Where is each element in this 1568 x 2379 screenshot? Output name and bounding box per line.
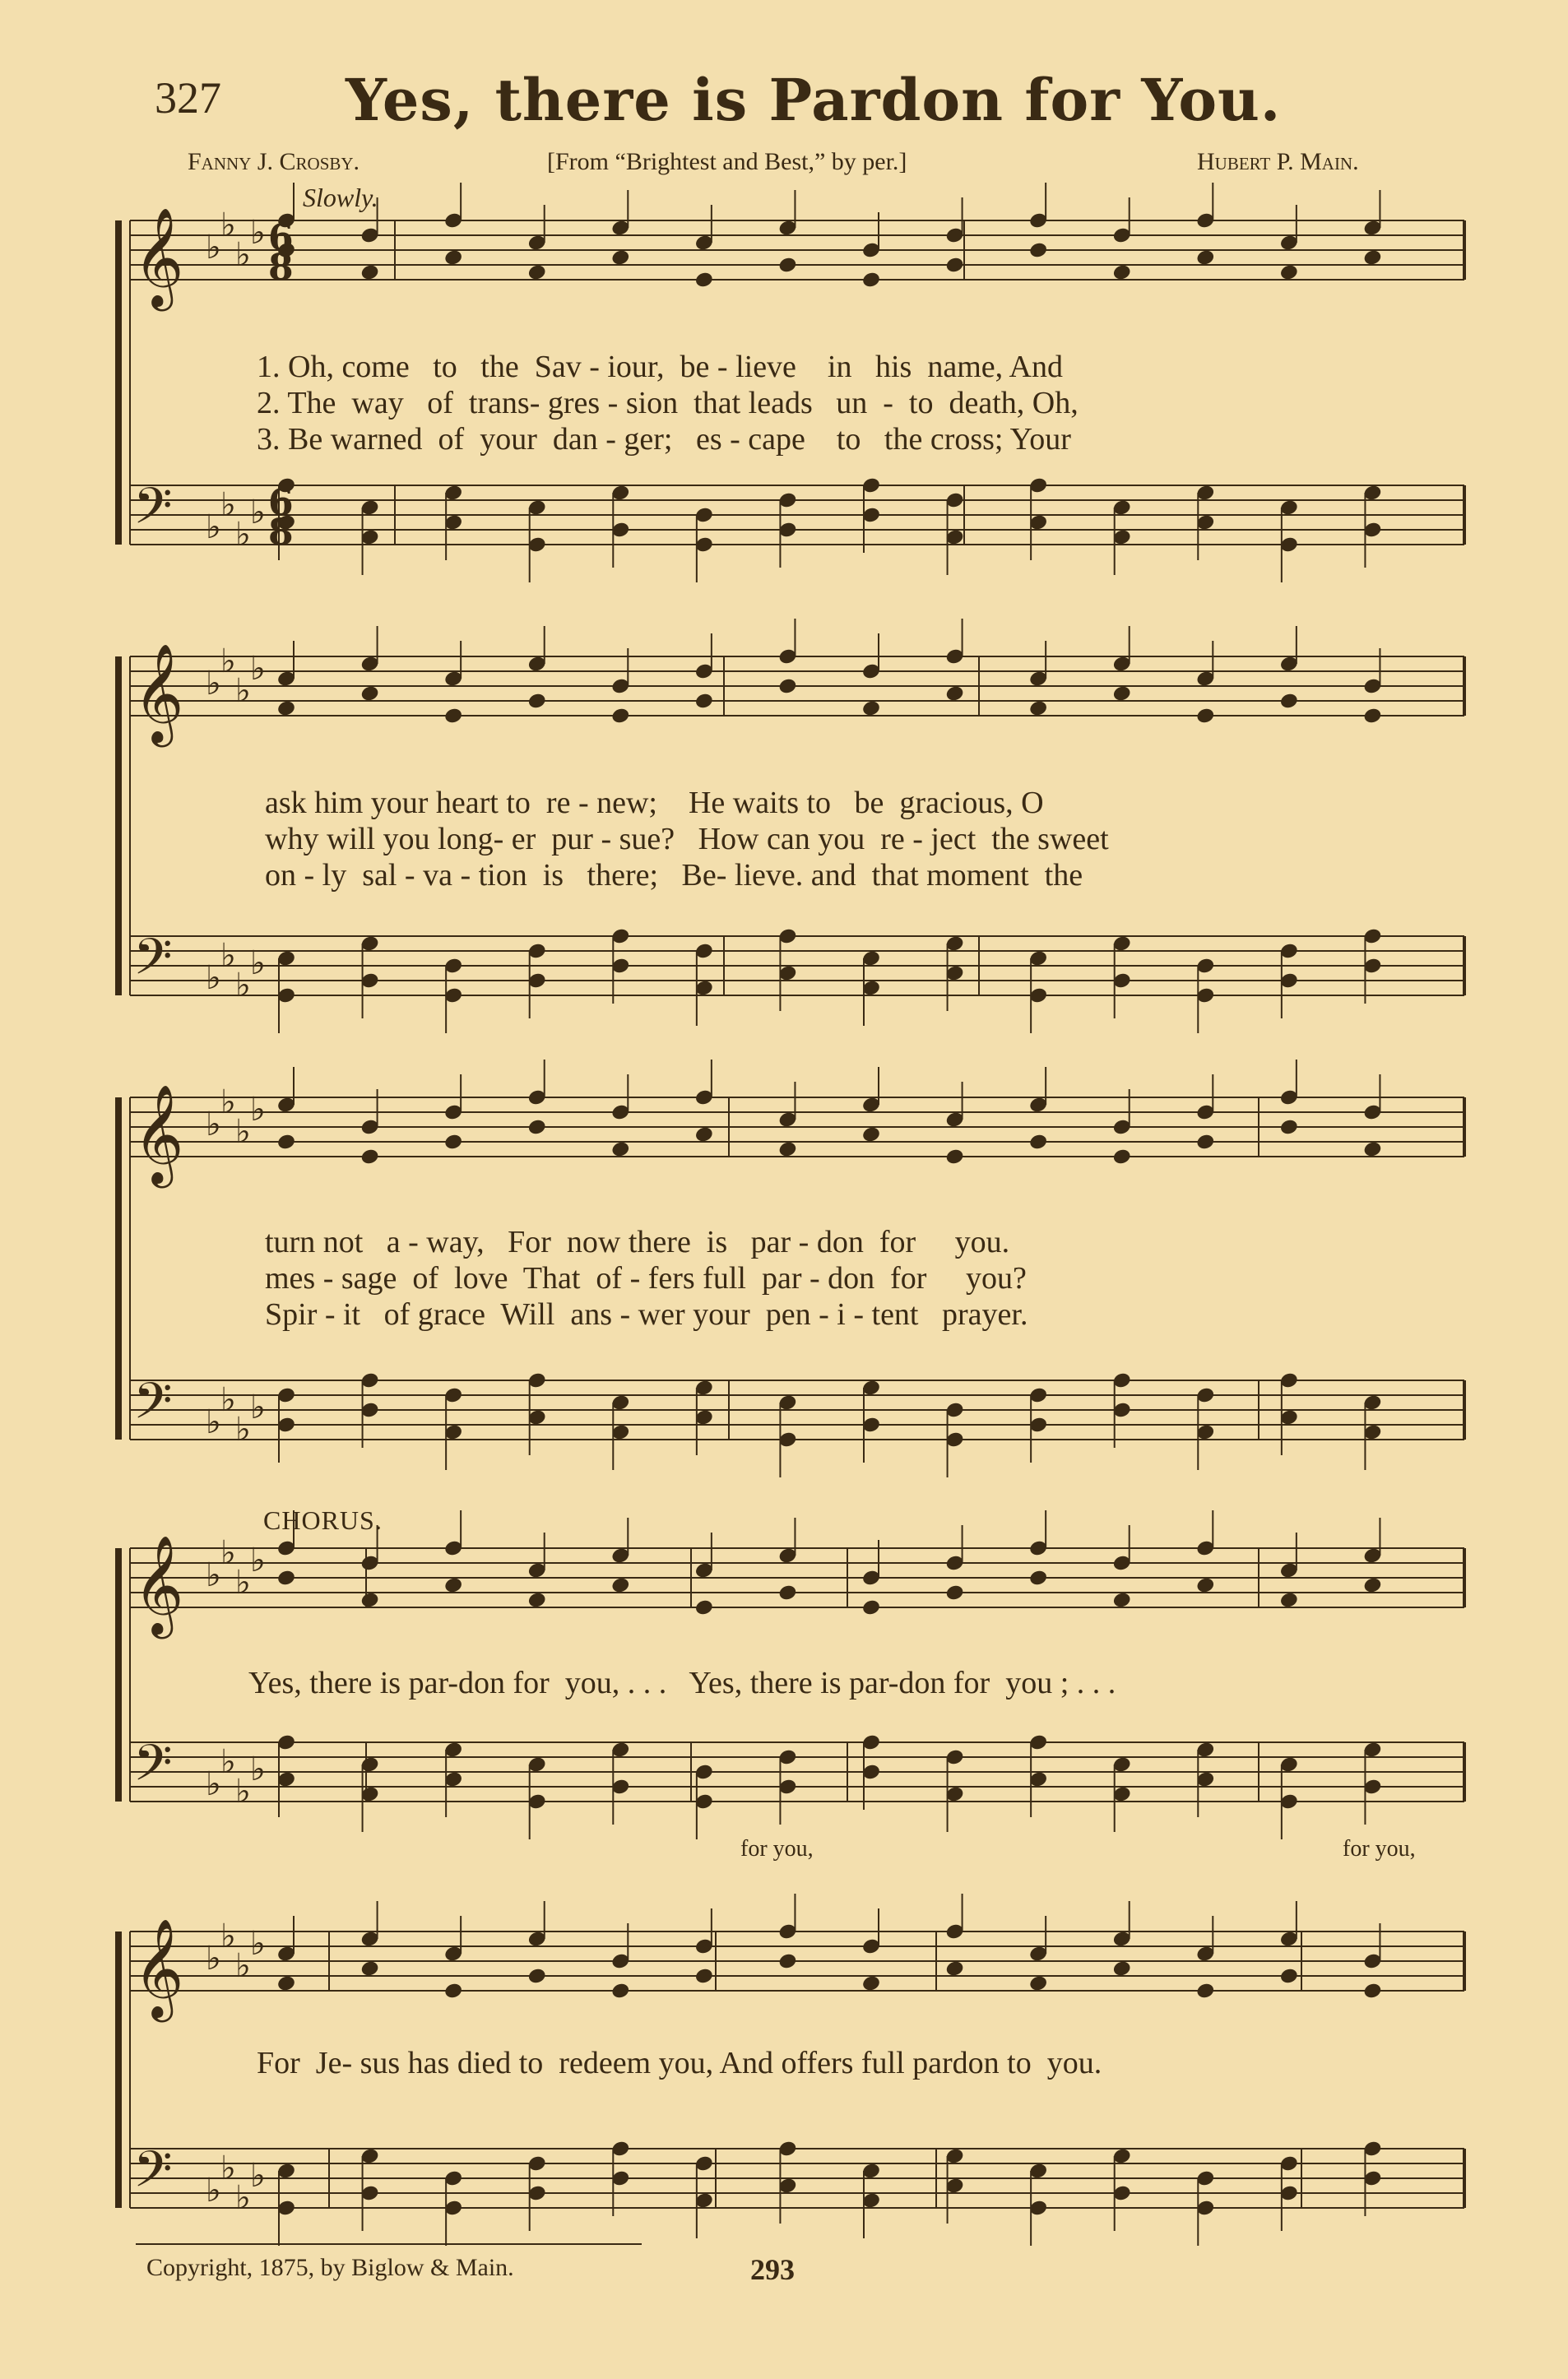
note-head [1112,1591,1132,1609]
note-head [276,1974,296,1992]
note-head [443,1982,463,2000]
flat-sign: ♭ [250,1091,266,1129]
note-head [1195,1133,1215,1151]
verse2-line2: why will you long- er pur - sue? How can you re - ject the sweet [265,822,1109,856]
source-credit: [From “Brightest and Best,” by per.] [547,148,907,175]
note-head [360,1591,379,1609]
flat-sign: ♭ [235,1773,251,1811]
bass-clef: 𝄢 [133,477,173,548]
note-head [1028,241,1048,259]
note-head [527,692,547,710]
flat-sign: ♭ [250,1389,266,1426]
flat-sign: ♭ [206,1765,221,1803]
chorus-line1: Yes, there is par-don for you, . . . Yes, there is par-don for you ; . . . [248,1666,1116,1700]
flat-sign: ♭ [206,1940,221,1978]
note-head [1112,263,1132,281]
flat-sign: ♭ [220,486,236,524]
time-signature: 8 [268,247,294,289]
flat-sign: ♭ [206,1556,221,1594]
page-number: 293 [750,2253,795,2286]
note-head [944,1148,964,1166]
note-head [610,1982,630,2000]
note-head [1362,1982,1382,2000]
note-head [861,699,881,717]
composer-credit: Hubert P. Main. [1197,148,1359,175]
note-head [1362,1140,1382,1158]
note-head [1362,248,1382,267]
flat-sign: ♭ [235,672,251,710]
flat-sign: ♭ [235,2179,251,2217]
note-head [610,248,630,267]
flat-sign: ♭ [206,665,221,703]
note-head [944,1959,964,1978]
note-head [1195,1576,1215,1594]
flat-sign: ♭ [206,959,221,997]
flat-sign: ♭ [235,967,251,1004]
note-head [1112,1148,1132,1166]
note-head [527,1967,547,1985]
note-head [1028,1974,1048,1992]
verse1-line2: ask him your heart to re - new; He waits to be gracious, O [265,786,1044,820]
note-head [777,256,797,274]
note-head [1195,707,1215,725]
treble-clef: 𝄞 [133,1534,184,1635]
flat-sign: ♭ [220,1381,236,1419]
note-head [777,1584,797,1602]
flat-sign: ♭ [220,1743,236,1781]
flat-sign: ♭ [250,1925,266,1963]
note-head [861,1598,881,1616]
note-head [944,256,964,274]
verse2-line3: mes - sage of love That of - fers full par - don for you? [265,1261,1027,1296]
flat-sign: ♭ [206,229,221,267]
time-signature: 6 [268,217,294,259]
note-head [694,1125,714,1143]
chorus-echo-right: for you, [1343,1836,1416,1862]
note-head [443,1576,463,1594]
chorus-label: CHORUS. [263,1505,383,1535]
bass-clef: 𝄢 [133,1734,173,1805]
note-head [777,1140,797,1158]
note-head [944,684,964,703]
note-head [527,1591,547,1609]
note-head [276,1569,296,1587]
verse1-line3: turn not a - way, For now there is par - don for you. [265,1225,1010,1259]
flat-sign: ♭ [220,1534,236,1572]
note-head [1028,1133,1048,1151]
note-head [1112,684,1132,703]
note-head [1028,1569,1048,1587]
flat-sign: ♭ [250,650,266,688]
verse1-line1: 1. Oh, come to the Sav - iour, be - lieve in his name, And [257,350,1063,384]
treble-clef: 𝄞 [133,206,184,307]
flat-sign: ♭ [220,1083,236,1121]
flat-sign: ♭ [250,1751,266,1788]
treble-clef: 𝄞 [133,1918,184,2018]
flat-sign: ♭ [206,1403,221,1441]
note-head [694,692,714,710]
flat-sign: ♭ [206,1106,221,1143]
bass-clef: 𝄢 [133,1372,173,1443]
note-head [360,263,379,281]
note-head [443,1133,463,1151]
chorus-echo-left: for you, [740,1836,814,1862]
flat-sign: ♭ [220,937,236,975]
flat-sign: ♭ [250,214,266,252]
note-head [443,248,463,267]
note-head [1279,1591,1299,1609]
bass-clef: 𝄢 [133,928,173,999]
flat-sign: ♭ [235,236,251,274]
verse3-line3: Spir - it of grace Will ans - wer your pen - i - tent prayer. [265,1297,1028,1332]
note-head [694,1967,714,1985]
flat-sign: ♭ [235,1113,251,1151]
note-head [1279,263,1299,281]
flat-sign: ♭ [250,1542,266,1579]
note-head [276,699,296,717]
note-head [1195,248,1215,267]
author-credit: Fanny J. Crosby. [188,148,360,175]
note-head [610,707,630,725]
flat-sign: ♭ [250,944,266,982]
verse3-line1: 3. Be warned of your dan - ger; es - cape to the cross; Your [257,422,1071,457]
note-head [1362,707,1382,725]
flat-sign: ♭ [220,1918,236,1955]
note-head [276,1133,296,1151]
note-head [360,1148,379,1166]
note-head [360,684,379,703]
note-head [694,1598,714,1616]
verse2-line1: 2. The way of trans- gres - sion that leads un - to death, Oh, [257,386,1079,420]
flat-sign: ♭ [235,516,251,554]
flat-sign: ♭ [206,508,221,546]
treble-clef: 𝄞 [133,642,184,743]
note-head [610,1576,630,1594]
note-head [861,271,881,289]
note-head [1195,1982,1215,2000]
note-head [527,1118,547,1136]
note-head [1279,692,1299,710]
treble-clef: 𝄞 [133,1083,184,1184]
note-head [694,271,714,289]
verse3-line2: on - ly sal - va - tion is there; Be- lieve. and that moment the [265,858,1083,893]
tempo-marking: Slowly. [303,183,378,212]
note-head [443,707,463,725]
flat-sign: ♭ [220,206,236,244]
note-head [1112,1959,1132,1978]
time-signature: 6 [268,482,294,524]
flat-sign: ♭ [220,642,236,680]
flat-sign: ♭ [250,494,266,531]
note-head [777,1952,797,1970]
flat-sign: ♭ [250,2157,266,2195]
flat-sign: ♭ [235,1564,251,1602]
flat-sign: ♭ [235,1411,251,1449]
note-head [777,677,797,695]
note-head [610,1140,630,1158]
note-head [1362,1576,1382,1594]
note-head [360,1959,379,1978]
note-head [861,1125,881,1143]
note-head [1279,1967,1299,1985]
note-head [1028,699,1048,717]
flat-sign: ♭ [235,1947,251,1985]
note-head [861,1974,881,1992]
note-head [1279,1118,1299,1136]
note-head [527,263,547,281]
hymn-title: Yes, there is Pardon for You. [346,66,1282,134]
copyright-notice: Copyright, 1875, by Biglow & Main. [146,2254,514,2281]
flat-sign: ♭ [220,2149,236,2187]
time-signature: 8 [268,512,294,554]
note-head [944,1584,964,1602]
bass-clef: 𝄢 [133,2140,173,2211]
hymn-number: 327 [155,73,221,123]
flat-sign: ♭ [206,2172,221,2210]
chorus-line2: For Je- sus has died to redeem you, And offers full pardon to you. [257,2046,1102,2080]
